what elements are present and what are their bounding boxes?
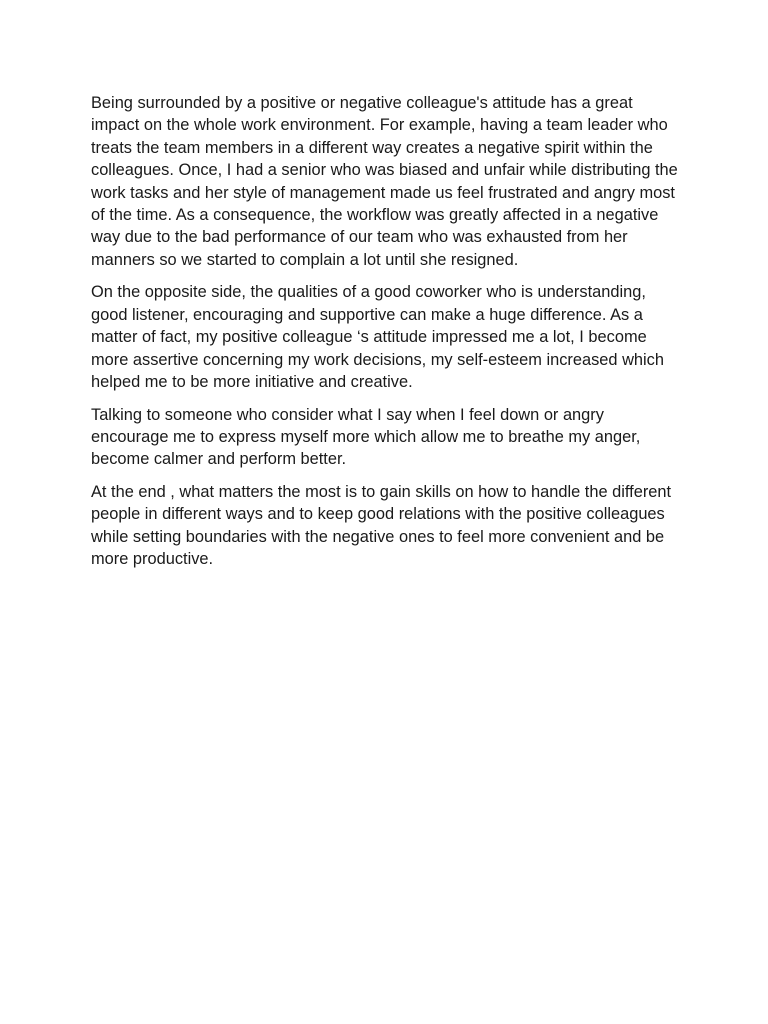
paragraph-2: On the opposite side, the qualities of a good coworker who is understanding, good listener, encouraging and supportive can make a huge difference. As a matter of fact, my positive colleague ‘s attitude impressed me a lot, I become more assertive concerning my work decisions, my self-esteem increased which helped me to be more initiative and creative. [91,283,664,392]
paragraph-1: Being surrounded by a positive or negative colleague's attitude has a great impact on the whole work environment. For example, having a team leader who treats the team members in a different way creates a negative spirit within the colleagues. Once, I had a senior who was biased and unfair while distributing the work tasks and her style of management made us feel frustrated and angry most of the time. As a consequence, the workflow was greatly affected in a negative way due to the bad performance of our team who was exhausted from her manners so we started to complain a lot until she resigned. [91,94,678,269]
paragraph-3: Talking to someone who consider what I say when I feel down or angry encourage me to express myself more which allow me to breathe my anger, become calmer and perform better. [91,405,641,469]
paragraph-4: At the end , what matters the most is to gain skills on how to handle the different people in different ways and to keep good relations with the positive colleagues while setting boundaries with the negative ones to feel more convenient and be more productive. [91,483,672,569]
document-body [91,92,681,581]
